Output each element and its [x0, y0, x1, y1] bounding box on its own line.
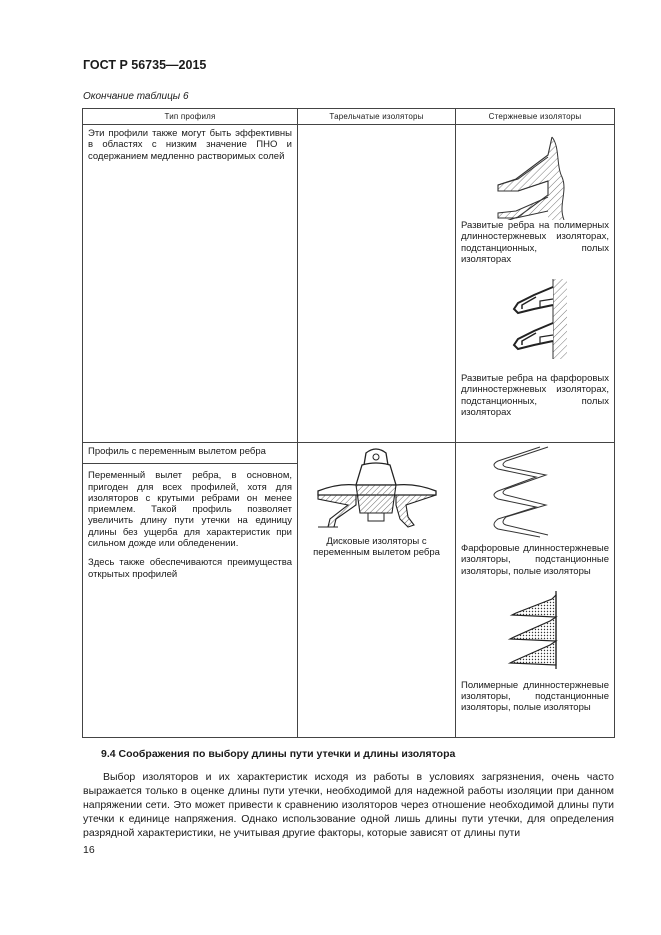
col-header-rod-insulators: Стержневые изоляторы [456, 109, 615, 125]
profile-cell [83, 125, 298, 443]
porcelain-long-rod-figure [456, 443, 614, 540]
profile-title: Профиль с переменным вылетом ребра [83, 443, 297, 464]
cap-cell-empty [298, 125, 456, 443]
profile-paragraph-2: Здесь также обеспечиваются преимущества открытых профилей [88, 557, 292, 580]
rod-caption-porcelain-long: Фарфоровые длинностержневые изоляторы, подстанционные изоляторы, полые изоляторы [461, 543, 609, 577]
rod-caption-polymer-long: Полимерные длинностержневые изоляторы, подстанционные изоляторы, полые изоляторы [461, 679, 609, 714]
table-continuation-caption: Окончание таблицы 6 [83, 91, 189, 102]
section-heading: 9.4 Соображения по выбору длины пути утечки и длины изолятора [101, 748, 456, 760]
table-row [83, 125, 615, 443]
profile-description: Эти профили также могут быть эффективны в областях с низким значение ПНО и содержанием медленно растворимых солей [88, 128, 292, 162]
rod-cell [456, 125, 615, 443]
col-header-cap-insulators: Тарельчатые изоляторы [298, 109, 456, 125]
disc-insulator-figure [298, 443, 456, 533]
polymer-rod-sheds-figure [456, 125, 614, 220]
rod-caption-polymer: Развитые ребра на полимерных длинностержневых изоляторах, подстанционных, полых изоляторах [461, 220, 609, 265]
table-row [83, 443, 615, 738]
cap-cell [298, 443, 456, 738]
document-id: ГОСТ Р 56735—2015 [83, 58, 207, 72]
col-header-profile-type: Тип профиля [83, 109, 298, 125]
polymer-long-rod-figure [456, 577, 614, 677]
section-paragraph: Выбор изоляторов и их характеристик исходя из работы в условиях загрязнения, очень часто выражается только в оценке длины пути утечки, необходимой для надежной работы изоляции при данном напряжении сети. Это может привести к сравнению изоляторов через отношение необходимой длины пути утечки к единице напряжения. Однако использование одной лишь длины пути утечки, для определения разрядной характеристики, не учитывая другие факторы, которые зависят от длины пути [83, 771, 614, 839]
table-6 [82, 108, 615, 738]
cap-caption: Дисковые изоляторы с переменным вылетом ребра [313, 536, 440, 559]
table-header-row [83, 109, 615, 125]
profile-cell [83, 443, 298, 738]
rod-cell [456, 443, 615, 738]
porcelain-rod-sheds-figure [456, 265, 614, 373]
page-number: 16 [83, 844, 95, 856]
rod-caption-porcelain: Развитые ребра на фарфоровых длинностержневых изоляторах, подстанционных, полых изоляторах [461, 373, 609, 419]
profile-paragraph-1: Переменный вылет ребра, в основном, пригоден для всех профилей, хотя для изоляторов с крутыми ребрами он менее приемлем. Такой профиль позволяет увеличить длину пути утечки на единицу длины без ущерба для характеристик при сильном дожде или обледенении. [88, 470, 292, 550]
